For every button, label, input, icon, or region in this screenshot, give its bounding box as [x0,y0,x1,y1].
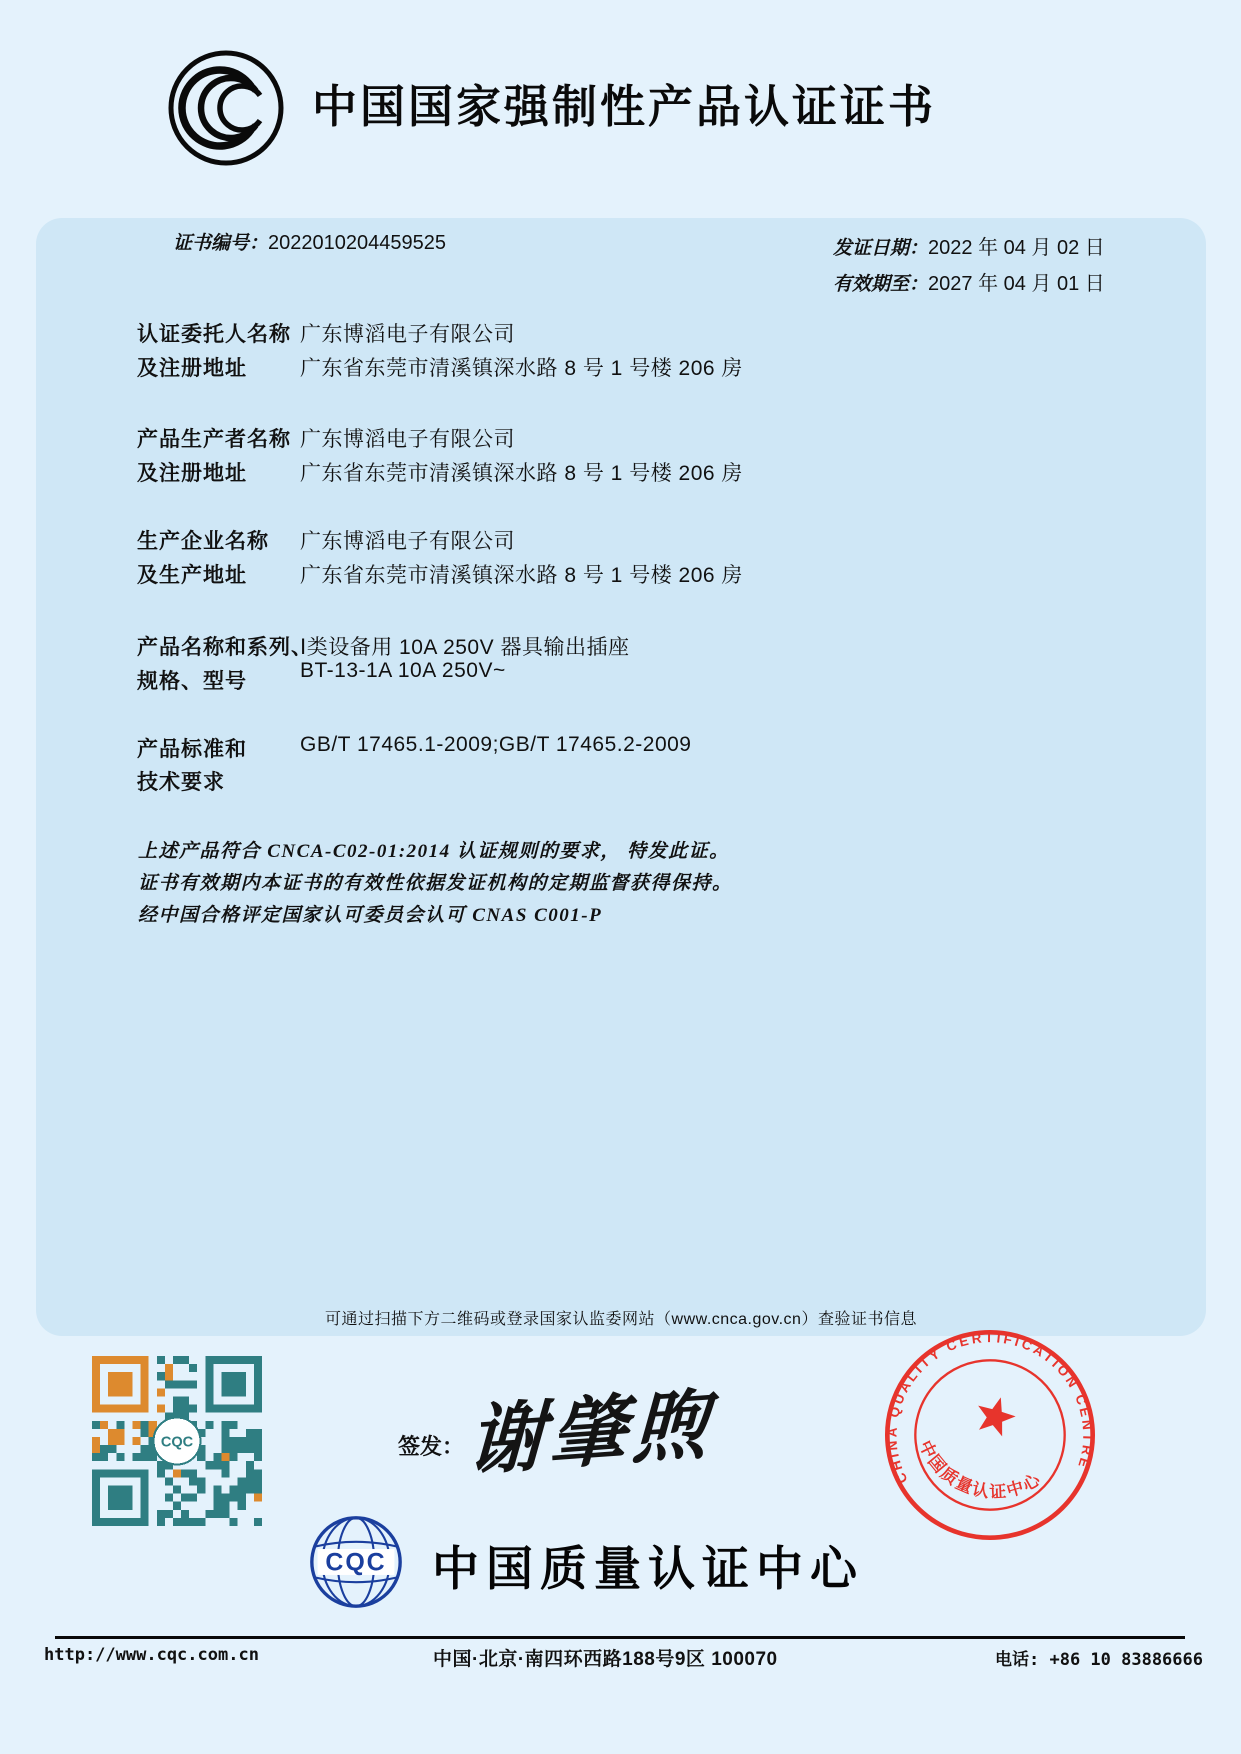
signature-script: 谢肇煦 [466,1382,715,1485]
field-value-manufacturer-name: 广东博滔电子有限公司 [300,428,515,451]
cqc-logo-text: CQC [325,1548,387,1577]
statement-line: 证书有效期内本证书的有效性依据发证机构的定期监督获得保持。 [138,873,733,894]
field-value-applicant-address: 广东省东莞市清溪镇深水路 8 号 1 号楼 206 房 [300,357,743,380]
statement-line: 经中国合格评定国家认可委员会认可 CNAS C001-P [138,905,603,926]
valid-until-label: 有效期至： [833,274,929,295]
footer-website: http://www.cqc.com.cn [44,1645,259,1665]
field-label-product-name: 产品名称和系列、 [137,636,313,659]
qr-code [92,1356,262,1526]
statement-line: 上述产品符合 CNCA-C02-01:2014 认证规则的要求， 特发此证。 [138,841,730,862]
footer-divider [55,1636,1185,1639]
field-value-factory-address: 广东省东莞市清溪镇深水路 8 号 1 号楼 206 房 [300,564,743,587]
valid-until-row [833,267,1105,296]
certificate-title: 中国国家强制性产品认证证书 [312,81,937,132]
field-value-applicant-name: 广东博滔电子有限公司 [300,323,515,346]
issue-date-label: 发证日期： [833,238,929,259]
issue-date-value: 2022 年 04 月 02 日 [928,237,1105,259]
field-value-standard: GB/T 17465.1-2009;GB/T 17465.2-2009 [300,733,692,756]
field-label-applicant: 认证委托人名称 [137,323,291,346]
valid-until-value: 2027 年 04 月 01 日 [928,273,1105,295]
statement-paragraph [138,836,733,932]
issuer-name: 中国质量认证中心 [432,1542,864,1595]
official-stamp [878,1323,1102,1547]
ccc-mark-icon [166,48,286,168]
cert-number-row [173,228,446,255]
field-value-product-name: Ⅰ类设备用 10A 250V 器具输出插座 [300,636,630,659]
field-label-factory: 生产企业名称 [137,530,269,553]
field-label-technical-req: 技术要求 [137,771,225,794]
field-label-product-model: 规格、型号 [137,670,247,693]
field-label-manufacturer: 产品生产者名称 [137,428,291,451]
field-label-standard: 产品标准和 [137,738,247,761]
cert-number-label: 证书编号： [173,233,269,254]
stamp-chinese-text: 中国质量认证中心 [915,1437,1045,1502]
footer-phone: 电话: +86 10 83886666 [995,1650,1203,1670]
field-label-manufacturer-address: 及注册地址 [137,462,247,485]
footer-address: 中国·北京·南四环西路188号9区 100070 [433,1649,778,1670]
issue-date-row [833,231,1105,260]
stamp-star-icon [972,1392,1020,1438]
verify-note: 可通过扫描下方二维码或登录国家认监委网站（www.cnca.gov.cn）查验证书信息 [325,1311,917,1328]
field-value-manufacturer-address: 广东省东莞市清溪镇深水路 8 号 1 号楼 206 房 [300,462,743,485]
field-label-applicant-address: 及注册地址 [137,357,247,380]
stamp-english-text: CHINA QUALITY CERTIFICATION CENTRE [884,1330,1096,1486]
cqc-globe-icon [308,1514,404,1610]
sign-label: 签发： [398,1434,465,1459]
qr-center-logo-text: CQC [160,1434,194,1451]
cert-number-value: 2022010204459525 [268,232,446,254]
field-label-factory-address: 及生产地址 [137,564,247,587]
field-value-product-model: BT-13-1A 10A 250V~ [300,659,506,682]
field-value-factory-name: 广东博滔电子有限公司 [300,530,515,553]
